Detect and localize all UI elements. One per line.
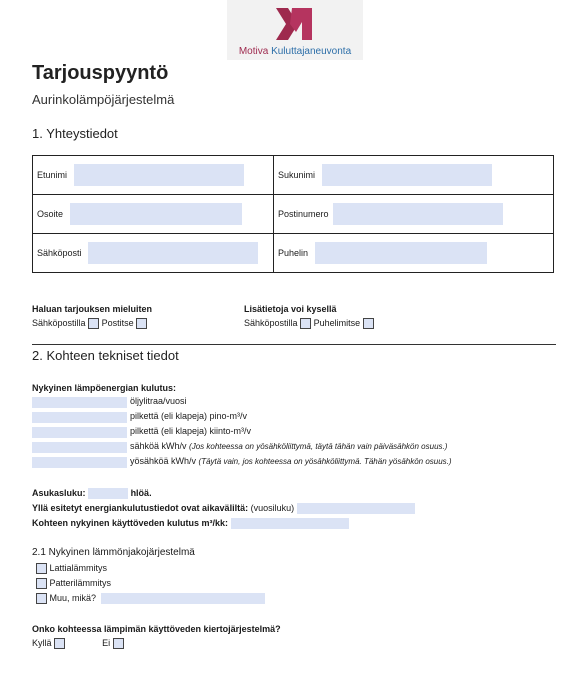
address-cell <box>33 195 274 234</box>
period-label: Yllä esitetyt energiankulutustiedot ovat aikaväliltä: <box>32 503 249 513</box>
postcode-label: Postinumero <box>278 209 329 219</box>
period-input[interactable] <box>297 503 415 514</box>
lastname-label: Sukunimi <box>278 170 316 180</box>
other-heating-input[interactable] <box>101 593 265 604</box>
logo-text-kuluttajaneuvonta: Kuluttajaneuvonta <box>271 46 352 57</box>
night-electricity-input[interactable] <box>32 457 127 468</box>
radiator-heating-option <box>36 578 111 589</box>
residents-label: Asukasluku: <box>32 488 86 498</box>
address-label: Osoite <box>37 209 64 219</box>
firstname-label: Etunimi <box>37 170 68 180</box>
motiva-logo-icon <box>272 6 316 42</box>
circulation-yes-label: Kyllä <box>32 638 52 648</box>
electricity-input[interactable] <box>32 442 127 453</box>
offer-post-label: Postitse <box>101 318 134 328</box>
circulation-question: Onko kohteessa lämpimän käyttöveden kiertojärjestelmä? <box>32 624 281 634</box>
hotwater-label: Kohteen nykyinen käyttöveden kulutus m³/kk: <box>32 518 229 528</box>
firewood-stacked-label: pilkettä (eli klapeja) pino-m³/v <box>130 411 248 421</box>
other-heating-label: Muu, mikä? <box>49 593 97 603</box>
firstname-field[interactable] <box>74 164 244 186</box>
contact-table <box>32 155 554 273</box>
other-heating-checkbox[interactable] <box>36 593 47 604</box>
page-title: Tarjouspyyntö <box>32 62 169 84</box>
firewood-solid-input[interactable] <box>32 427 127 438</box>
circulation-no-checkbox[interactable] <box>113 638 124 649</box>
night-electricity-label: yösähköä kWh/v <box>130 456 197 466</box>
period-row <box>32 503 415 514</box>
firewood-stacked-unit <box>130 411 247 421</box>
offer-post-checkbox[interactable] <box>136 318 147 329</box>
oil-unit-label: öljylitraa/vuosi <box>130 396 187 406</box>
period-hint: (vuosiluku) <box>250 503 295 513</box>
offer-preference-options <box>32 318 147 329</box>
floor-heating-checkbox[interactable] <box>36 563 47 574</box>
night-electricity-unit <box>130 456 452 466</box>
lastname-cell <box>274 156 554 195</box>
email-label: Sähköposti <box>37 248 82 258</box>
hotwater-row <box>32 518 349 529</box>
postcode-field[interactable] <box>333 203 503 225</box>
night-electricity-note: (Täytä vain, jos kohteessa on yösähköliittymä. Tähän yösähkön osuus.) <box>198 457 452 466</box>
residents-unit: hlöä. <box>130 488 152 498</box>
firewood-solid-label: pilkettä (eli klapeja) kiinto-m³/v <box>130 426 252 436</box>
address-field[interactable] <box>70 203 242 225</box>
section1-heading: 1. Yhteystiedot <box>32 126 118 141</box>
lastname-field[interactable] <box>322 164 492 186</box>
other-heating-option <box>36 593 265 604</box>
floor-heating-option <box>36 563 107 574</box>
info-phone-label: Puhelimitse <box>313 318 361 328</box>
circulation-options <box>32 638 124 649</box>
offer-email-checkbox[interactable] <box>88 318 99 329</box>
firewood-stacked-input[interactable] <box>32 412 127 423</box>
email-field[interactable] <box>88 242 258 264</box>
circulation-yes-checkbox[interactable] <box>54 638 65 649</box>
email-cell <box>33 234 274 273</box>
hotwater-input[interactable] <box>231 518 349 529</box>
firewood-solid-unit <box>130 426 251 436</box>
firstname-cell <box>33 156 274 195</box>
section-divider <box>32 344 556 345</box>
circulation-no-label: Ei <box>102 638 111 648</box>
electricity-unit <box>130 441 447 451</box>
phone-label: Puhelin <box>278 248 309 258</box>
residents-row <box>32 488 152 499</box>
oil-unit <box>130 396 187 406</box>
residents-input[interactable] <box>88 488 128 499</box>
oil-input[interactable] <box>32 397 127 408</box>
offer-preference-heading: Haluan tarjouksen mieluiten <box>32 304 153 314</box>
logo-text-motiva: Motiva <box>238 46 269 57</box>
logo-text <box>227 46 363 57</box>
electricity-note: (Jos kohteessa on yösähköliittymä, täytä tähän vain päiväsähkön osuus.) <box>189 442 448 451</box>
phone-field[interactable] <box>315 242 487 264</box>
floor-heating-label: Lattialämmitys <box>49 563 108 573</box>
info-email-checkbox[interactable] <box>300 318 311 329</box>
info-email-label: Sähköpostilla <box>244 318 298 328</box>
contact-preference-options <box>244 318 374 329</box>
consumption-heading: Nykyinen lämpöenergian kulutus: <box>32 383 177 393</box>
postcode-cell <box>274 195 554 234</box>
contact-preference-heading: Lisätietoja voi kysellä <box>244 304 337 314</box>
offer-email-label: Sähköpostilla <box>32 318 86 328</box>
info-phone-checkbox[interactable] <box>363 318 374 329</box>
section2-heading: 2. Kohteen tekniset tiedot <box>32 348 179 363</box>
phone-cell <box>274 234 554 273</box>
radiator-heating-checkbox[interactable] <box>36 578 47 589</box>
radiator-heating-label: Patterilämmitys <box>49 578 112 588</box>
section21-heading: 2.1 Nykyinen lämmönjakojärjestelmä <box>32 547 195 558</box>
page-subtitle: Aurinkolämpöjärjestelmä <box>32 92 175 107</box>
electricity-label: sähköä kWh/v <box>130 441 187 451</box>
